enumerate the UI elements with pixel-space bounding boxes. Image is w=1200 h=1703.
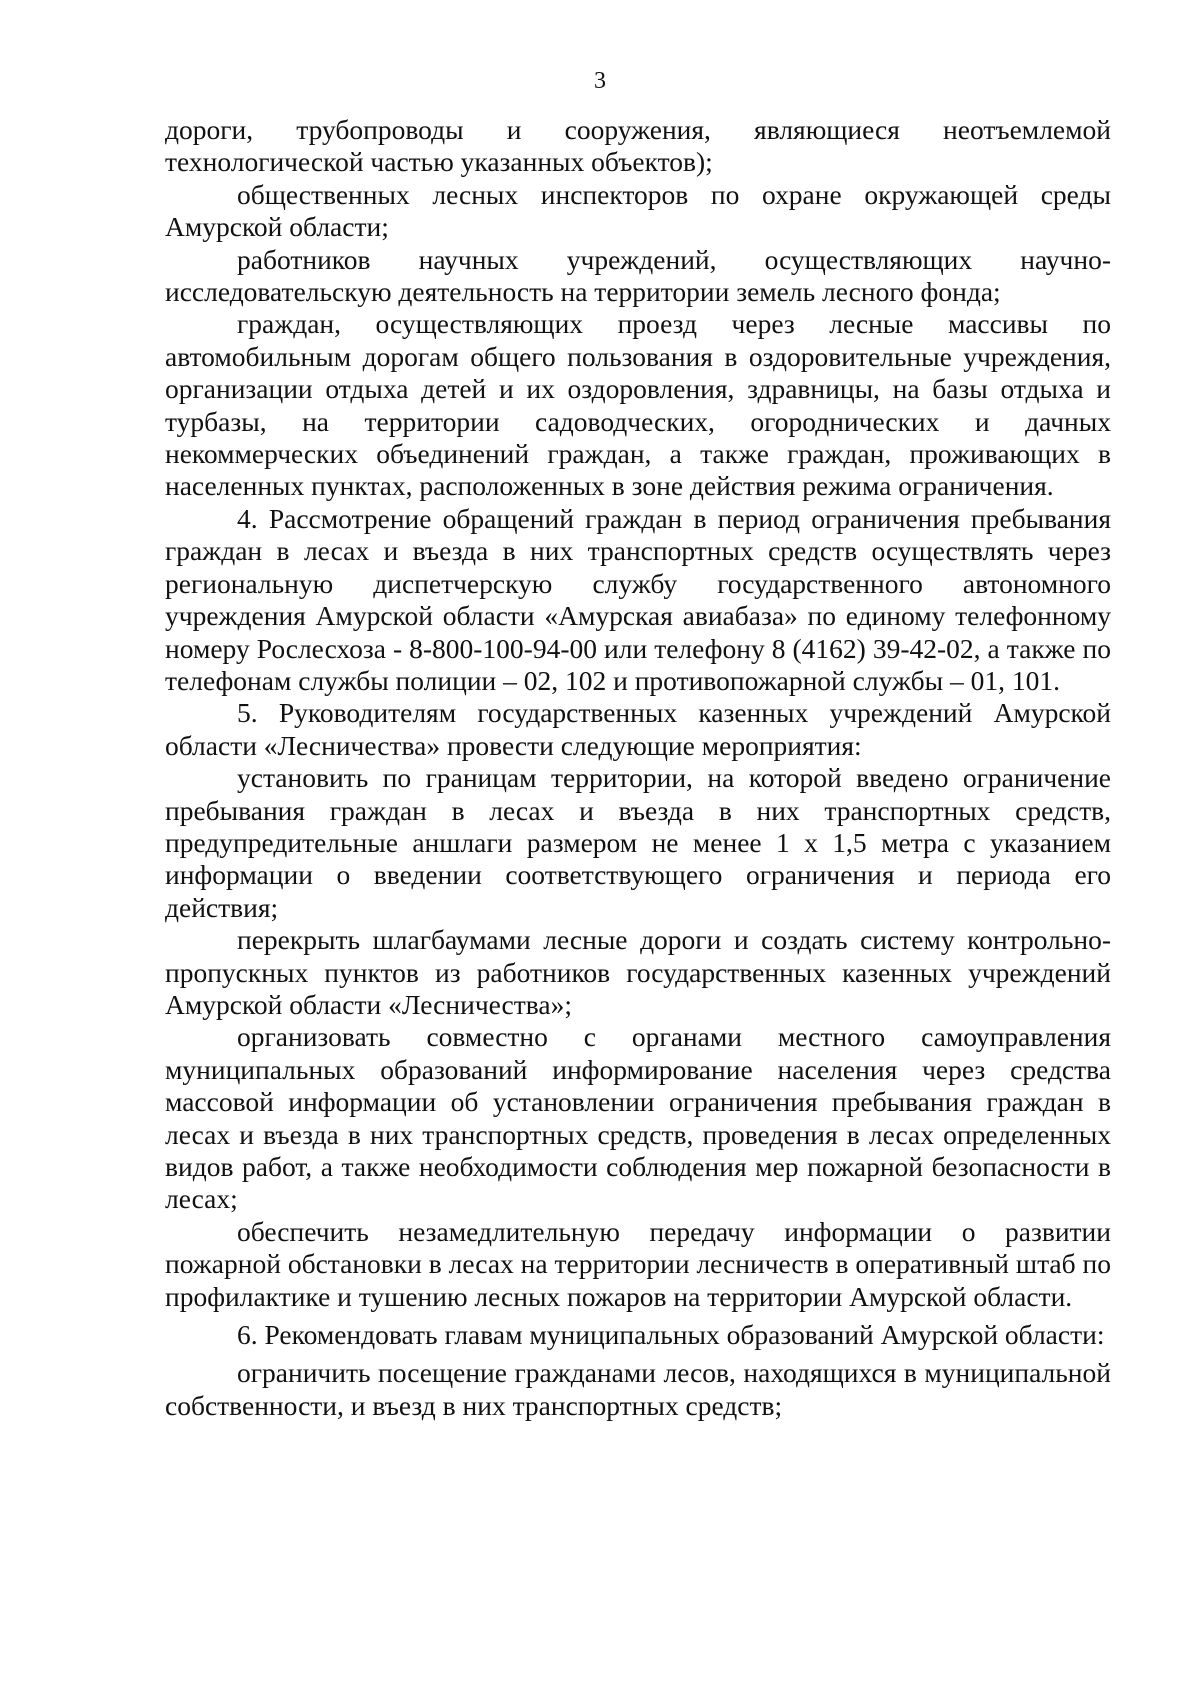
paragraph: 4. Рассмотрение обращений граждан в период ограничения пребывания граждан в лесах и въезда в них транспортных средств осуществлять через региональную диспетчерскую службу государственного автономного учреждения Амурской области «Амурская авиабаза» по единому телефонному номеру Рослесхоза - 8-800-100-94-00 или телефону 8 (4162) 39-42-02, а также по телефонам службы полиции – 02, 102 и противопожарной службы – 01, 101. [165, 502, 1111, 696]
paragraph: общественных лесных инспекторов по охране окружающей среды Амурской области; [165, 178, 1111, 243]
paragraph: работников научных учреждений, осуществляющих научно-исследовательскую деятельность на территории земель лесного фонда; [165, 243, 1111, 308]
paragraph: установить по границам территории, на которой введено ограничение пребывания граждан в лесах и въезда в них транспортных средств, предупредительные аншлаги размером не менее 1 х 1,5 метра с указанием информации о введении соответствующего ограничения и периода его действия; [165, 762, 1111, 923]
paragraph: перекрыть шлагбаумами лесные дороги и создать систему контрольно-пропускных пунктов из работников государственных казенных учреждений Амурской области «Лесничества»; [165, 924, 1111, 1020]
paragraph: организовать совместно с органами местного самоуправления муниципальных образований информирование населения через средства массовой информации об установлении ограничения пребывания граждан в лесах и въезда в них транспортных средств, проведения в лесах определенных видов работ, а также необходимости соблюдения мер пожарной безопасности в лесах; [165, 1021, 1111, 1215]
paragraph: 5. Руководителям государственных казенных учреждений Амурской области «Лесничества» провести следующие мероприятия: [165, 697, 1111, 761]
document-body [165, 114, 1111, 1422]
paragraph: ограничить посещение гражданами лесов, находящихся в муниципальной собственности, и въезд в них транспортных средств; [165, 1357, 1111, 1421]
paragraph: дороги, трубопроводы и сооружения, являющиеся неотъемлемой технологической частью указанных объектов); [165, 114, 1111, 178]
paragraph: обеспечить незамедлительную передачу информации о развитии пожарной обстановки в лесах на территории лесничеств в оперативный штаб по профилактике и тушению лесных пожаров на территории Амурской области. [165, 1215, 1111, 1312]
paragraph: граждан, осуществляющих проезд через лесные массивы по автомобильным дорогам общего пользования в оздоровительные учреждения, организации отдыха детей и их оздоровления, здравницы, на базы отдыха и турбазы, на территории садоводческих, огороднических и дачных некоммерческих объединений граждан, а также граждан, проживающих в населенных пунктах, расположенных в зоне действия режима ограничения. [165, 308, 1111, 502]
paragraph: 6. Рекомендовать главам муниципальных образований Амурской области: [237, 1319, 1105, 1351]
page-number: 3 [594, 68, 606, 94]
